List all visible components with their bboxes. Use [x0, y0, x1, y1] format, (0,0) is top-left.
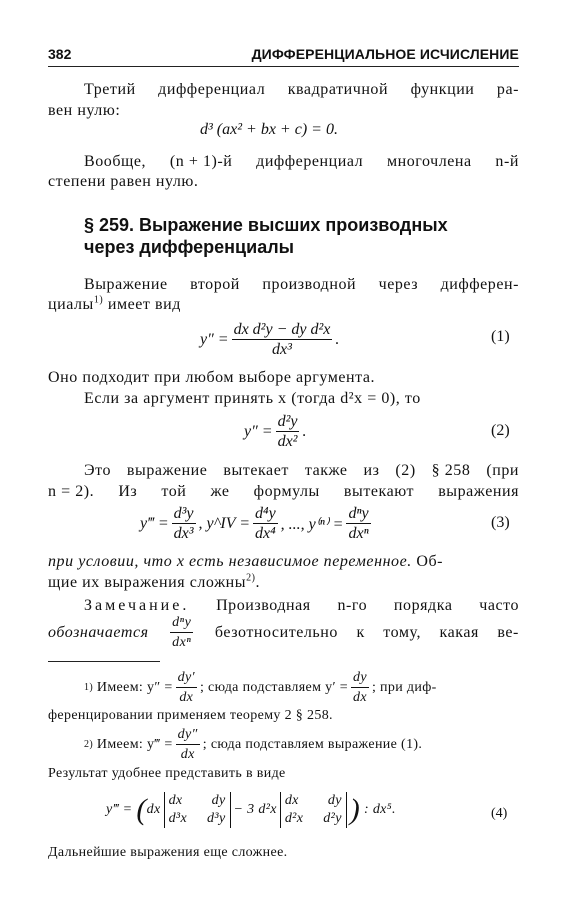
fraction	[172, 505, 196, 542]
fraction	[346, 505, 370, 542]
eq-tail: .	[302, 422, 307, 440]
det-cell: dx	[284, 793, 299, 808]
word: выражение	[126, 462, 208, 479]
det-cell: d³y	[207, 811, 226, 826]
word: выражения	[438, 483, 519, 500]
word: второй	[190, 276, 240, 293]
eq-lhs: y″ =	[244, 422, 273, 440]
numerator: d³y	[173, 505, 194, 522]
text: Имеем: y‴ =	[96, 736, 173, 752]
running-title: ДИФФЕРЕНЦИАЛЬНОЕ ИСЧИСЛЕНИЕ	[251, 46, 519, 62]
paragraph-line	[48, 295, 181, 315]
footnote-ref: 1)	[93, 294, 104, 306]
det-cell: dx	[168, 793, 183, 808]
footnote-rule	[48, 661, 160, 662]
word: (2)	[395, 462, 416, 479]
det-cell: d²x	[284, 811, 304, 826]
word: формулы	[253, 483, 320, 500]
fraction	[232, 321, 333, 358]
paragraph-line	[84, 275, 519, 295]
footnote-1-line: ференцировании применяем теорему 2 § 258.	[48, 708, 333, 723]
denominator: dx	[179, 690, 194, 705]
paragraph-line	[84, 596, 519, 616]
word: ве-	[497, 623, 519, 641]
fraction	[351, 669, 369, 706]
word: n = 2).	[48, 483, 95, 500]
denominator: dx³	[272, 341, 292, 358]
paren-open: (	[136, 793, 147, 826]
det-row	[285, 792, 342, 810]
header-rule	[48, 66, 519, 67]
eq-term: dx	[146, 802, 161, 817]
equation-2	[244, 413, 306, 450]
fraction	[176, 669, 197, 706]
numerator: dⁿy	[170, 614, 193, 633]
word: часто	[479, 597, 519, 614]
section-title-line1: § 259. Выражение высших производных	[84, 215, 448, 235]
eq-lhs: y″ =	[200, 330, 229, 348]
det-row	[169, 810, 226, 828]
word: же	[210, 483, 230, 500]
word: вытекает	[223, 462, 289, 479]
numerator: dy′	[176, 669, 197, 688]
text: ; сюда подставляем y′ =	[199, 679, 349, 695]
fraction	[276, 413, 300, 450]
paragraph-line	[48, 482, 519, 502]
equation-4	[106, 792, 396, 828]
determinant	[280, 792, 347, 828]
word: какая	[439, 623, 479, 641]
remark-label: Замечание.	[84, 597, 190, 614]
equation-number: (1)	[491, 328, 510, 345]
text: ; сюда подставляем выражение (1).	[202, 736, 423, 752]
word: ра-	[496, 81, 519, 98]
footnote-2-line: Результат удобнее представить в виде	[48, 766, 286, 781]
text: щие их выражения сложны	[48, 574, 247, 591]
word: порядка	[393, 597, 453, 614]
numerator: dⁿy	[348, 505, 369, 522]
footnote-2-line: Дальнейшие выражения еще сложнее.	[48, 845, 288, 860]
paragraph-line: степени равен нулю.	[48, 173, 199, 190]
word: n-й	[495, 153, 519, 170]
word: (n + 1)-й	[169, 153, 233, 170]
text: .	[255, 574, 261, 591]
section-title-line2: через дифференциалы	[84, 237, 295, 257]
eq-mid: , ..., y⁽ⁿ⁾ =	[280, 515, 344, 533]
page-header	[48, 44, 519, 66]
word: также	[304, 462, 348, 479]
fraction	[170, 614, 193, 651]
denominator: dx	[180, 747, 195, 762]
denominator: dx²	[277, 433, 298, 450]
text: Об-	[411, 553, 444, 570]
fraction	[253, 505, 278, 542]
word: Третий	[84, 81, 136, 98]
word: Выражение	[84, 276, 168, 293]
eq-term: − 3 d²x	[233, 802, 277, 817]
eq-lhs: , y^IV =	[198, 514, 250, 532]
text: Имеем: y″ =	[96, 679, 173, 695]
word: через	[378, 276, 419, 293]
word: к	[356, 623, 365, 641]
numerator: d⁴y	[255, 505, 276, 522]
word: тому,	[383, 623, 422, 641]
text: имеет вид	[103, 296, 181, 313]
word: дифференциал	[256, 153, 364, 170]
text: ; при диф-	[371, 679, 437, 695]
word: дифференциал	[158, 81, 266, 98]
eq-tail: .	[335, 330, 340, 348]
word: производной	[262, 276, 357, 293]
equation-number: (4)	[491, 806, 508, 821]
word: многочлена	[386, 153, 472, 170]
italic-text: при условии, что x есть независимое переменное.	[48, 553, 412, 570]
paragraph-line: Оно подходит при любом выборе аргумента.	[48, 369, 376, 386]
formula-third-differential: d³ (ax² + bx + c) = 0.	[200, 121, 338, 138]
numerator: dy	[351, 669, 369, 688]
footnote-1-line: 1) Имеем: y″ = $\frac{dy'}{dx}$ ; сюда подставляем y′ = $\frac{dy}{dx}$ ; при диф-	[84, 670, 437, 705]
word: функции	[410, 81, 475, 98]
text: циалы	[48, 296, 94, 313]
footnote-ref: 2)	[246, 572, 256, 584]
paragraph-line	[84, 152, 519, 172]
denominator: dxⁿ	[172, 635, 192, 650]
denominator: dx⁴	[255, 525, 276, 542]
eq-lhs: y‴ =	[106, 802, 133, 817]
word: § 258	[431, 462, 471, 479]
det-cell: d³x	[168, 811, 188, 826]
equation-3	[140, 505, 374, 542]
det-cell: dy	[211, 793, 226, 808]
equation-number: (2)	[491, 422, 510, 439]
paragraph-line	[48, 552, 443, 572]
word: дифферен-	[440, 276, 519, 293]
det-row	[169, 792, 226, 810]
determinant	[164, 792, 231, 828]
footnote-2-line: 2) Имеем: y‴ = $\frac{dy''}{dx}$ ; сюда подставляем выражение (1).	[84, 727, 423, 762]
paren-close: )	[349, 793, 361, 826]
word: Из	[118, 483, 138, 500]
word: Вообще,	[84, 153, 147, 170]
paragraph-line	[84, 461, 519, 481]
denominator: dx	[353, 690, 367, 705]
paragraph-line	[84, 80, 519, 100]
fraction	[176, 726, 200, 763]
equation-number: (3)	[491, 514, 510, 531]
det-row	[285, 810, 342, 828]
italic-text: обозначается	[48, 623, 149, 641]
eq-tail: : dx⁵.	[363, 802, 396, 817]
denominator: dx³	[173, 525, 194, 542]
det-cell: d²y	[323, 811, 342, 826]
word: квадратичной	[287, 81, 389, 98]
paragraph-line: вен нулю:	[48, 102, 121, 119]
paragraph-line	[48, 614, 519, 651]
paragraph-line	[48, 573, 260, 593]
word: той	[161, 483, 187, 500]
det-cell: dy	[327, 793, 342, 808]
numerator: dx d²y − dy d²x	[233, 321, 331, 338]
word: Это	[84, 462, 111, 479]
numerator: dy″	[176, 726, 200, 745]
numerator: d²y	[277, 413, 298, 430]
equation-1	[200, 321, 339, 358]
paragraph-line: Если за аргумент принять x (тогда d²x = 0), то	[84, 390, 421, 407]
word: n-го	[337, 597, 368, 614]
word: (при	[486, 462, 519, 479]
word: вытекают	[343, 483, 415, 500]
word: из	[363, 462, 380, 479]
word: Производная	[216, 597, 311, 614]
word: безотносительно	[214, 623, 338, 641]
page-number: 382	[48, 46, 72, 62]
denominator: dxⁿ	[348, 525, 369, 542]
eq-lhs: y‴ =	[140, 514, 169, 532]
